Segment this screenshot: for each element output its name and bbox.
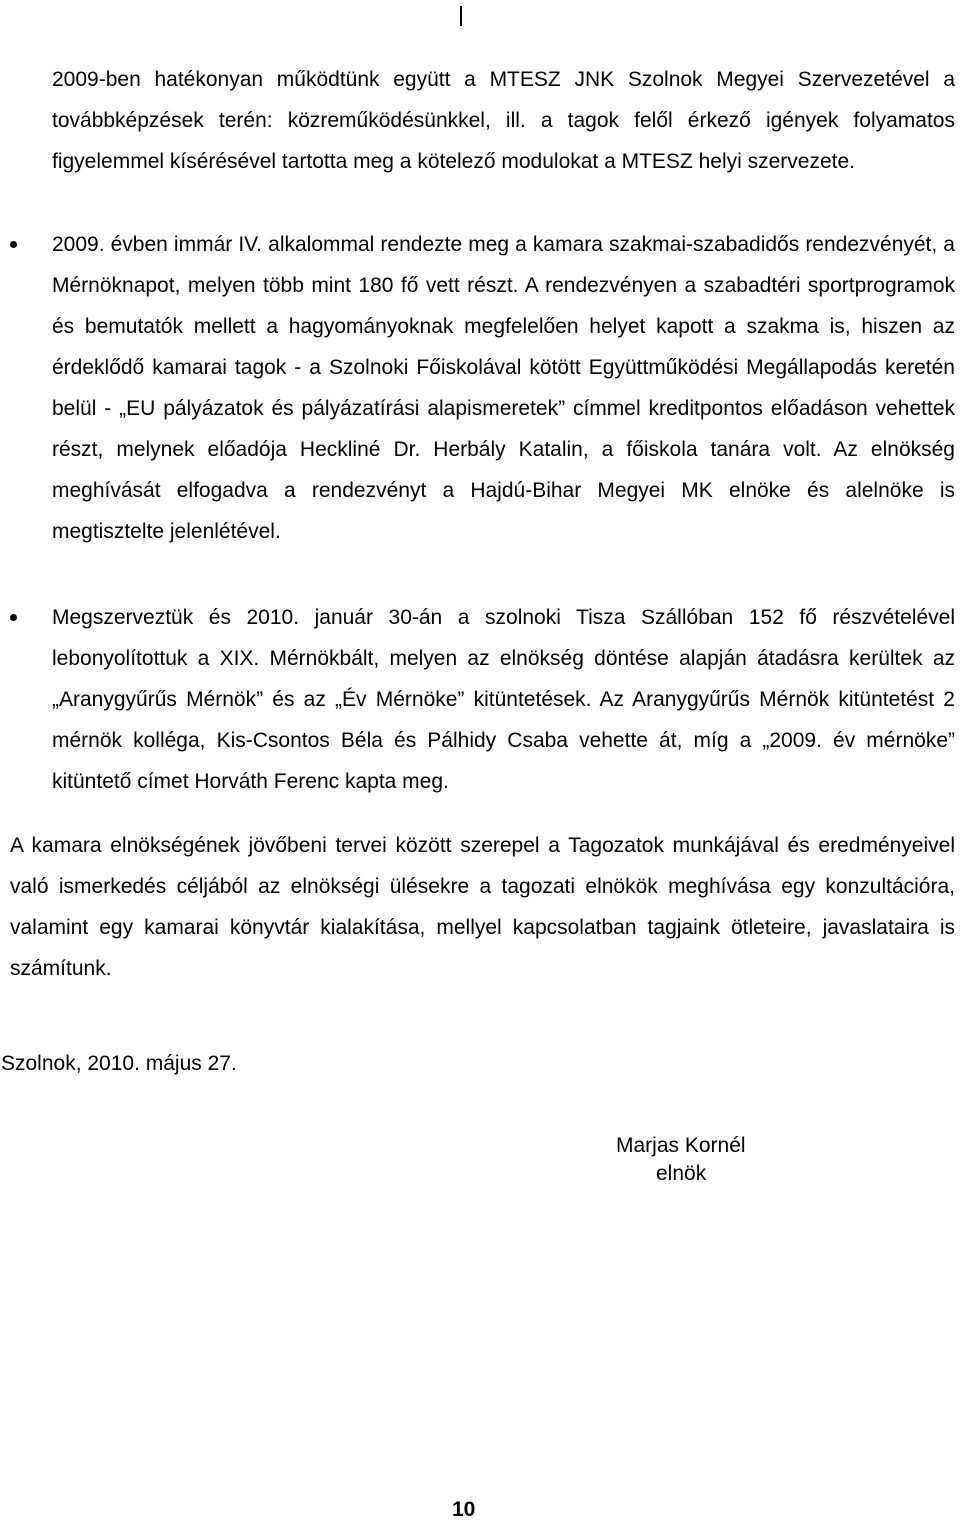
paragraph-future-plans: A kamara elnökségének jövőbeni tervei között szerepel a Tagozatok munkájával és eredményeivel való ismerkedés céljából az elnökségi ülésekre a tagozati elnökök meghívása egy konzultációra, valamint egy kamarai könyvtár kialakítása, mellyel kapcsolatban tagjaink ötleteire, javaslataira is számítunk. [10, 834, 955, 980]
paragraph-intro: 2009-ben hatékonyan működtünk együtt a MTESZ JNK Szolnok Megyei Szervezetével a továbbképzések terén: közreműködésünkkel, ill. a tagok felől érkező igények folyamatos figyelemmel kísérésével tartotta meg a kötelező modulokat a MTESZ helyi szervezete. [52, 68, 955, 173]
place-date: Szolnok, 2010. május 27. [1, 1052, 237, 1075]
page-header-mark [460, 6, 462, 26]
bullet-icon [10, 614, 17, 621]
signature-name: Marjas Kornél [616, 1134, 746, 1157]
bullet-item-mernoknap: 2009. évben immár IV. alkalommal rendezte meg a kamara szakmai-szabadidős rendezvényét, a Mérnöknapot, melyen több mint 180 fő vett részt. A rendezvényen a szabadtéri sportprogramok és bemutatók mellett a hagyományoknak megfelelően helyet kapott a szakma is, hiszen az érdeklődő kamarai tagok - a Szolnoki Főiskolával kötött Együttműködési Megállapodás keretén belül - „EU pályázatok és pályázatírási alapismeretek” címmel kreditpontos előadáson vehettek részt, melynek előadója Heckliné Dr. Herbály Katalin, a főiskola tanára volt. Az elnökség meghívását elfogadva a rendezvényt a Hajdú-Bihar Megyei MK elnöke és alelnöke is megtisztelte jelenlétével. [52, 233, 955, 543]
bullet-icon [10, 241, 17, 248]
signature-title: elnök [656, 1162, 707, 1185]
bullet-item-mernokbal: Megszerveztük és 2010. január 30-án a szolnoki Tisza Szállóban 152 fő részvételével lebonyolítottuk a XIX. Mérnökbált, melyen az elnökség döntése alapján átadásra kerültek az „Aranygyűrűs Mérnök” és az „Év Mérnöke” kitüntetések. Az Aranygyűrűs Mérnök kitüntetést 2 mérnök kolléga, Kis-Csontos Béla és Pálhidy Csaba vehette át, míg a „2009. év mérnöke” kitüntető címet Horváth Ferenc kapta meg. [52, 606, 955, 793]
page-number: 10 [452, 1498, 476, 1521]
